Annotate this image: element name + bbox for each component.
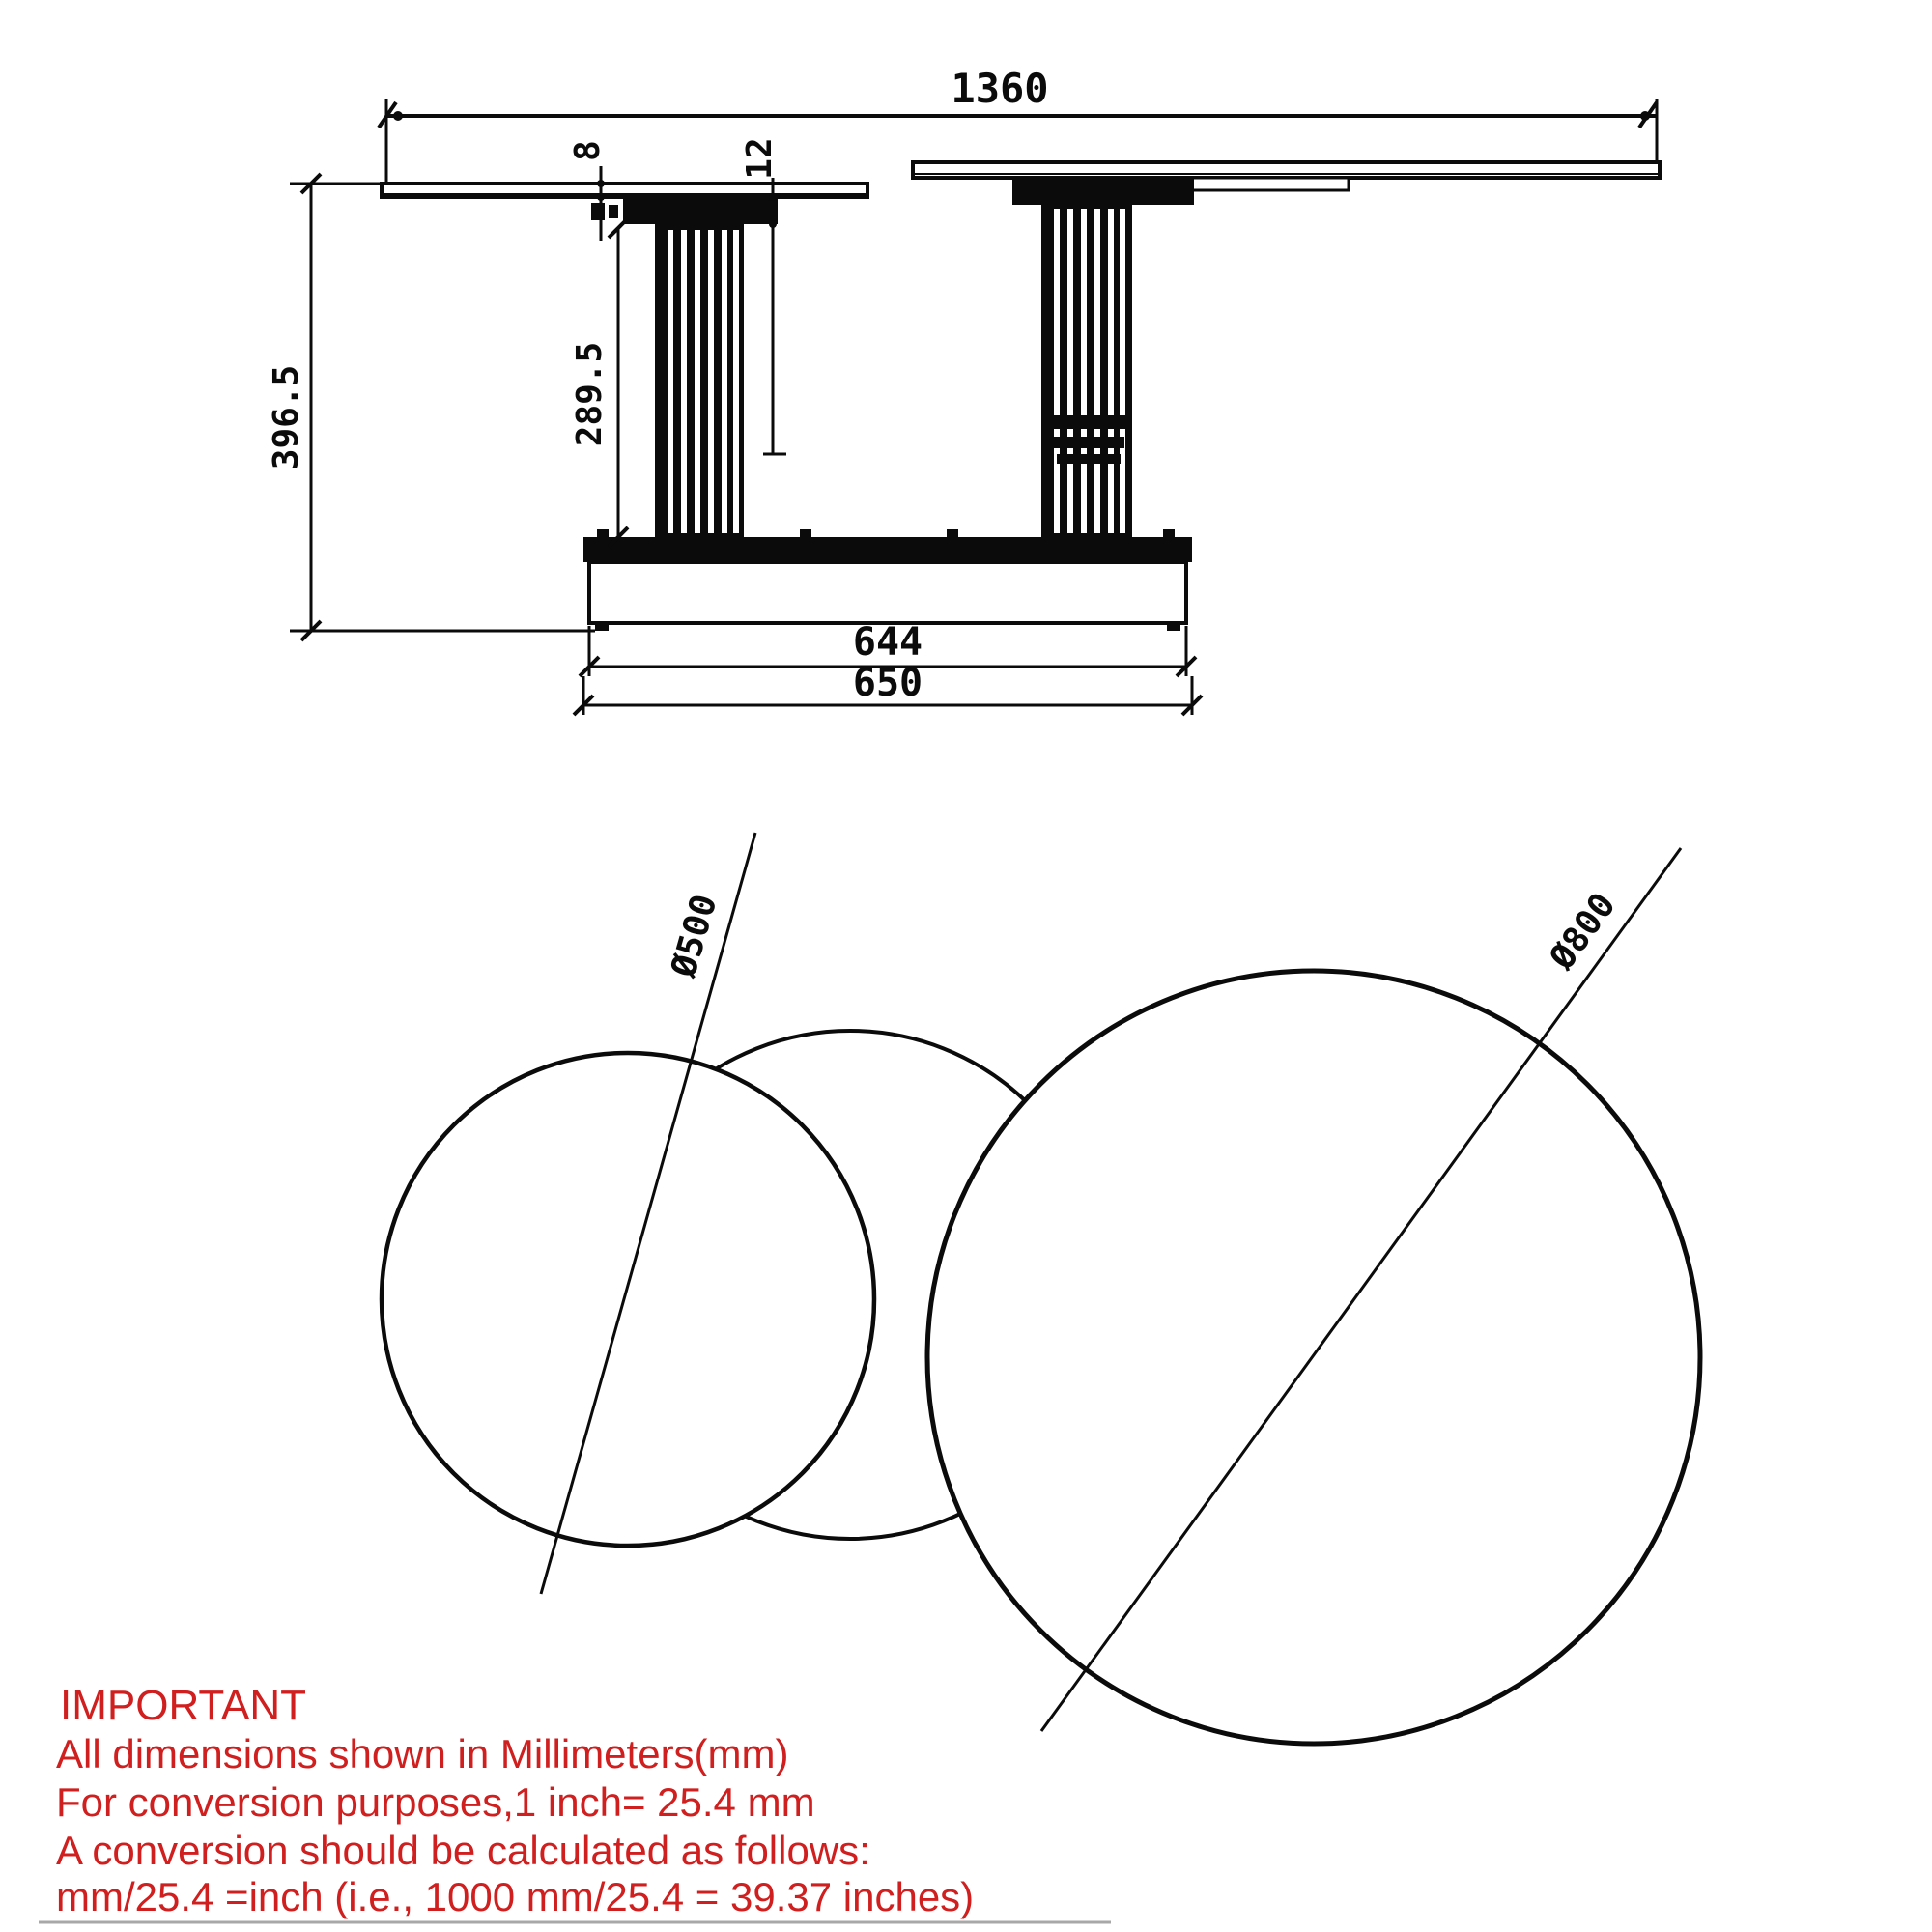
dimension-base-outer [574,661,1202,715]
dimension-pedestal-height [570,218,628,547]
notes-line-1: All dimensions shown in Millimeters(mm) [56,1731,789,1776]
dimension-overall-height [267,174,595,640]
dim-label-650: 650 [852,661,923,705]
plan-view [382,833,1700,1744]
small-table-top [382,184,867,224]
small-circle-top [382,1053,874,1546]
dim-label-644: 644 [852,620,923,665]
illegible-mark-small [591,203,618,220]
base [583,529,1192,631]
dim-label-12: 12 [740,137,780,180]
notes-line-2: For conversion purposes,1 inch= 25.4 mm [56,1779,815,1825]
large-table-top [913,162,1660,205]
important-notes [39,1682,1111,1922]
notes-line-3: A conversion should be calculated as follows: [56,1828,870,1873]
dim-label-8: 8 [568,140,608,161]
dim-label-396-5: 396.5 [267,364,306,470]
dim-label-289-5: 289.5 [570,341,610,447]
large-table-cap [1012,178,1194,205]
elevation-view [267,65,1660,715]
large-table-column [1041,203,1132,539]
base-foot-left [595,623,609,631]
notes-line-4: mm/25.4 =inch (i.e., 1000 mm/25.4 = 39.37 inches) [56,1874,975,1919]
small-table-cap [623,197,778,224]
base-foot-right [1167,623,1180,631]
dim-label-d800: Ø800 [1542,886,1624,978]
dim-label-1360: 1360 [951,65,1049,112]
dim-label-d500: Ø500 [664,890,725,982]
illegible-mark [1051,415,1126,464]
notes-heading: IMPORTANT [60,1682,307,1729]
small-table-column [655,224,744,539]
